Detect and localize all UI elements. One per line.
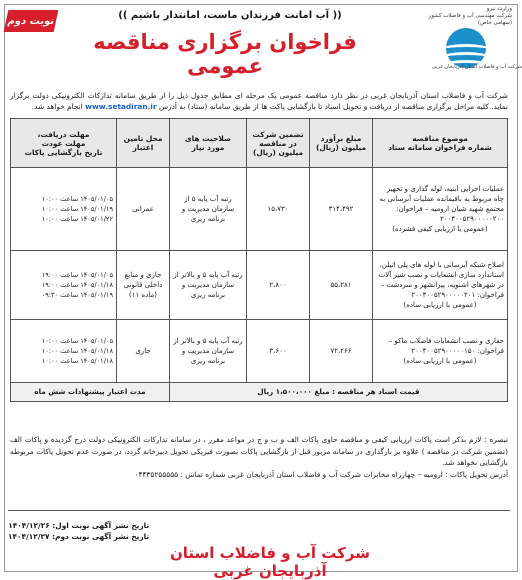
header-estimate: مبلغ برآورد میلیون (ریال)	[310, 119, 373, 168]
row-subject	[373, 251, 508, 320]
row-estimate: ۳۱۴،۴۹۲	[310, 168, 373, 251]
slogan: (( آب امانت فرزندان ماست، امانتدار باشیم ))	[118, 10, 342, 21]
header-subject: موضوع مناقصه شماره فراخوان سامانه ستاد	[373, 119, 508, 168]
intro-paragraph	[10, 90, 508, 112]
row-funding: عمرانی	[117, 168, 170, 251]
row-tag: (عمومی با ارزیابی ساده)	[403, 357, 477, 365]
publication-dates	[8, 520, 149, 542]
deadline-opening: ۱۴۰۵/۰۱/۱۹ ساعت ۰۹:۳۰	[41, 291, 113, 299]
page-title: فراخوان برگزاری مناقصه عمومی	[93, 30, 357, 78]
table-row	[11, 320, 508, 383]
company-name-footer: شرکت آب و فاضلاب استان آذربایجان غربی	[170, 544, 370, 580]
header-deadlines: مهلت دریافت، مهلت عودت تاریخ بازگشایی پاکات	[11, 119, 117, 168]
intro-text: شرکت آب و فاضلاب استان آذربایجان غربی در نظر دارد مناقصه عمومی یک مرحله ای مطابق جدول ذیل را از طریق سامانه تدارکات الکترونیکی دولت برگزار نماید. کلیه مراحل برگزاری مناقصه از دریافت و تحویل اسناد تا بازگشایی پاکت ها از طریق سامانه (ستاد) به آدرس	[10, 91, 508, 111]
row-estimate: ۷۲،۲۶۶	[310, 320, 373, 383]
row-deadlines	[11, 251, 117, 320]
row-funding: جاری و منابع داخلی قانونی (ماده ۱۱)	[117, 251, 170, 320]
table-footer-row	[11, 383, 508, 402]
row-estimate: ۵۵،۲۸۱	[310, 251, 373, 320]
deadline-receive: ۱۴۰۵/۰۱/۰۵ ساعت ۱۰:۰۰	[41, 195, 113, 203]
logo-company-name: شرکت آب و فاضلاب استان آذربایجان غربی	[431, 64, 522, 70]
header-guarantee: تضمین شرکت در مناقصه میلیون (ریال)	[247, 119, 310, 168]
row-qualification: رتبه آب پایه ۵ و بالاتر از سازمان مدیریت و برنامه ریزی	[170, 320, 247, 383]
second-publication-date: تاریخ نشر آگهی نوبت دوم: ۱۴۰۴/۱۲/۲۷	[8, 532, 150, 541]
row-deadlines	[11, 168, 117, 251]
row-subject-text: عملیات اجرایی ابنیه، لوله گذاری و تجهیز چاه مربوط به باقیمانده عملیات آبرسانی به مجتمع شهید شیان ارومیه – فراخوان: ۲۰۰۴۰۰۵۲۹۰۰۰۰۰۲۰۰	[379, 185, 504, 223]
logo-ministry-text: وزارت نیرو شرکت مهندسی آب و فاضلاب کشور (سهامی خاص)	[428, 6, 512, 26]
divider	[8, 510, 510, 511]
row-qualification: رتبه آب پایه ۵ و بالاتر از سازمان مدیریت و برنامه ریزی	[170, 251, 247, 320]
row-deadlines	[11, 320, 117, 383]
row-guarantee: ۱۵،۷۳۰	[247, 168, 310, 251]
delivery-address: آدرس تحویل پاکات : ارومیه – چهارراه مخابرات شرکت آب و فاضلاب استان آذربایجان غربی شماره تماس : ۰۴۴۳۵۲۵۵۵۵۵	[134, 469, 508, 479]
row-funding: جاری	[117, 320, 170, 383]
row-subject	[373, 168, 508, 251]
deadline-opening: ۱۴۰۵/۰۱/۲۲ ساعت ۱۰:۰۰	[41, 215, 113, 223]
row-tag: (عمومی با ارزیابی ساده)	[403, 301, 477, 309]
row-guarantee: ۲،۸۰۰	[247, 251, 310, 320]
intro-tail: انجام خواهد شد.	[31, 102, 83, 111]
deadline-receive: ۱۴۰۵/۰۱/۰۵ ساعت ۱۹:۰۰	[41, 271, 113, 279]
round-badge-label: نوبت دوم	[6, 15, 56, 27]
round-badge	[4, 10, 59, 32]
table-row	[11, 251, 508, 320]
note-text: تبصره : لازم بذکر است پاکات ارزیابی کیفی و مناقصه حاوی پاکات الف و ب و ج در مواعد مقرر ، در سامانه تدارکات الکترونیکی دولت درج گردیده و پاکات الف (تضمین شرکت در مناقصه ) علاوه بر بارگذاری در سامانه مزبور قبل از بازگشایی پاکات بصورت فیزیکی تحویل دبیرخانه گردد، در صورت عدم تحویل پاکات مربوطه بازگشایی نخواهد شد.	[10, 435, 508, 467]
table-row	[11, 168, 508, 251]
table-header-row	[11, 119, 508, 168]
deadline-receive: ۱۴۰۵/۰۱/۰۵ ساعت ۱۰:۰۰	[41, 337, 113, 345]
row-subject-text: حفاری و نصب انشعابات فاضلاب ماکو – فراخوان: ۲۰۰۴۰۰۵۲۹۰۰۰۰۰۱۵۰	[388, 337, 504, 355]
row-qualification: رتبه آب پایه ۵ از سازمان مدیریت و برنامه ریزی	[170, 168, 247, 251]
note-paragraph	[10, 434, 508, 480]
row-guarantee: ۳،۶۰۰	[247, 320, 310, 383]
document-price: قیمت اسناد هر مناقصه : مبلغ ۱،۵۰۰،۰۰۰ ریال	[170, 383, 508, 402]
deadline-return: ۱۴۰۵/۰۱/۱۸ ساعت ۱۹:۰۰	[41, 281, 113, 289]
row-tag: (عمومی با ارزیابی کیفی فشرده)	[392, 225, 488, 233]
tender-table	[10, 118, 508, 402]
row-subject-text: اصلاح شبکه آبرسانی با لوله های پلی اتیلن، استاندارد سازی انشعابات و نصب شیر آلات در شهرهای اشنویه، پیرانشهر و سردشت – فراخوان: ۲۰۰۴۰۰۵۲۹۰۰۰۰۰۲۰۱	[378, 261, 504, 299]
row-subject	[373, 320, 508, 383]
header-funding: محل تامین اعتبار	[117, 119, 170, 168]
bid-validity: مدت اعتبار پیشنهادات شش ماه	[11, 383, 170, 402]
first-publication-date: تاریخ نشر آگهی نوبت اول: ۱۴۰۴/۱۲/۲۶	[8, 521, 150, 530]
header-qualification: صلاحیت های مورد نیاز	[170, 119, 247, 168]
setad-website-link[interactable]: www.setadiran.ir	[85, 102, 157, 111]
deadline-return: ۱۴۰۵/۰۱/۱۸ ساعت ۱۰:۰۰	[41, 347, 113, 355]
deadline-return: ۱۴۰۵/۰۱/۱۹ ساعت ۱۰:۰۰	[41, 205, 113, 213]
water-drop-icon	[446, 28, 486, 68]
deadline-opening: ۱۴۰۵/۰۱/۱۸ ساعت ۱۰:۰۰	[41, 357, 113, 365]
